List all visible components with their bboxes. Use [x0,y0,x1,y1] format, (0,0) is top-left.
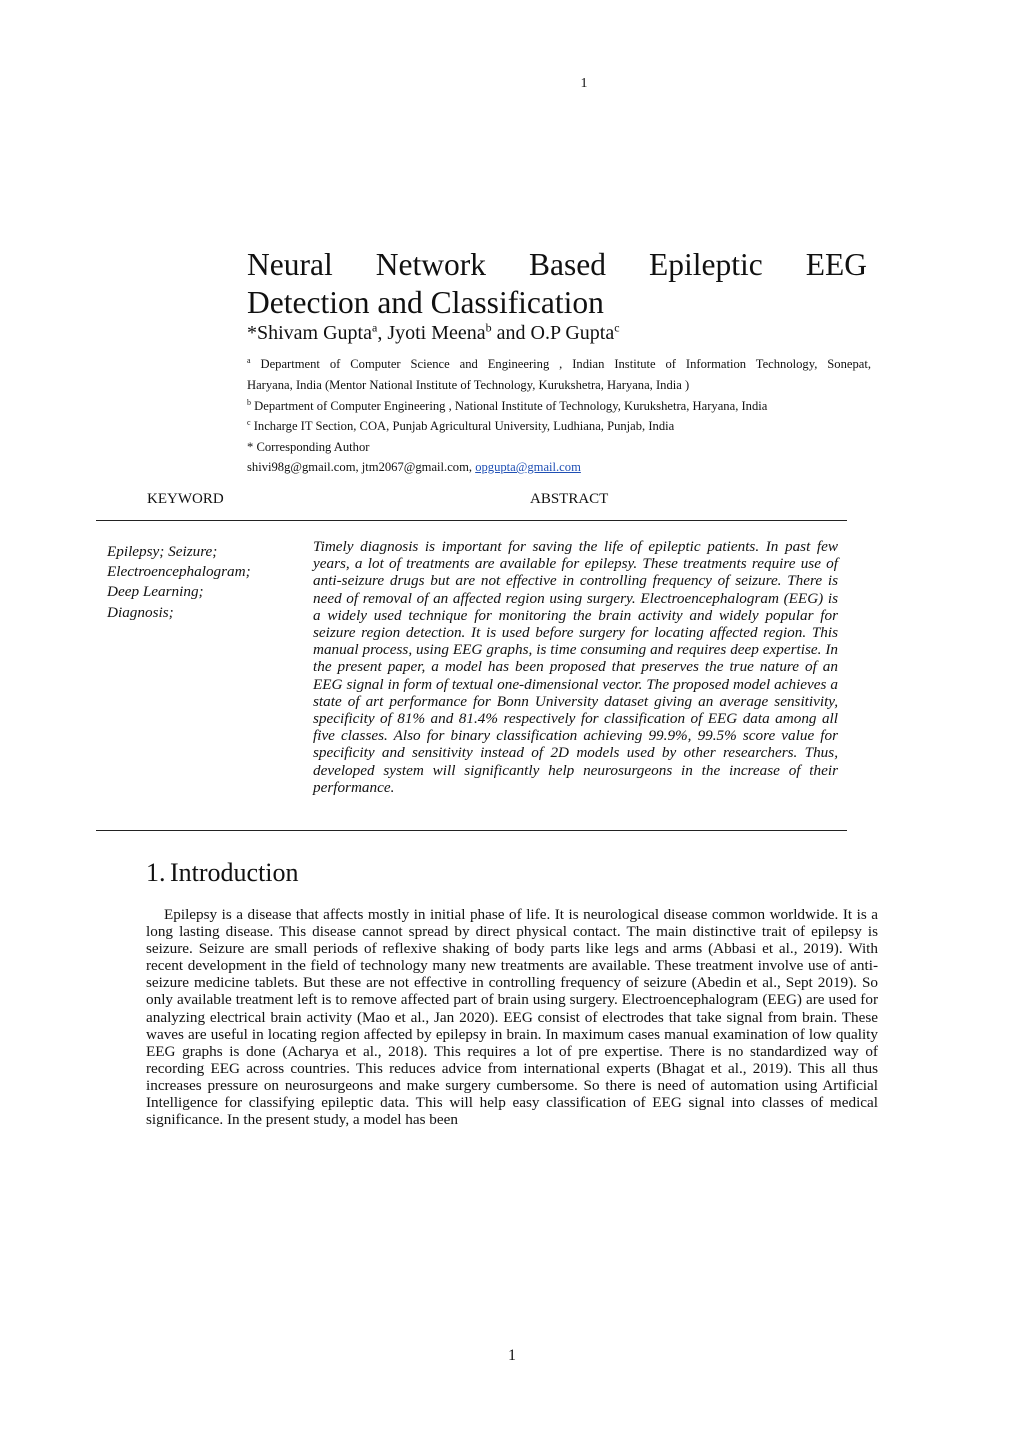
section-heading [146,857,299,889]
affiliation-b-text: Department of Computer Engineering , National Institute of Technology, Kurukshetra, Haryana, India [251,399,768,413]
title-line-1: Neural Network Based Epileptic EEG [247,247,867,282]
keyword-list [107,542,297,623]
author-1-affil-mark: a [372,320,378,335]
affiliation-c-mark: c [247,417,251,427]
author-3-affil-mark: c [614,320,620,335]
introduction-paragraph: Epilepsy is a disease that affects mostly in initial phase of life. It is neurological disease common worldwide. It is a long lasting disease. This disease cannot spread by direct physical contact. The main distinctive trait of epilepsy is seizure. Seizure are small periods of reflexive shaking of body parts like legs and arms (Abbasi et al., 2019). With recent development in the field of technology many new treatments are available. These treatment involve use of anti-seizure medicine tablets. But these are not effective in controlling frequency of seizure (Abedin et al., Sept 2019). So only available treatment left is to remove affected part of brain using surgery. Electroencephalogram (EEG) are used for analyzing electrical brain activity (Mao et al., Jan 2020). EEG consist of electrodes that take signal from brain. These waves are useful in locating region affected by epilepsy in brain. In maximum cases manual examination of low quality EEG graphs is done (Acharya et al., 2018). This requires a lot of pre expertise. There is no standardized way of recording EEG across countries. This reduces advice from international experts (Bhagat et al., 2019). This all thus increases pressure on neurosurgeons and make surgery cumbersome. So there is need of automation using Artificial Intelligence for classifying epileptic data. This will help easy classification of EEG signal into classes of medical significance. In the present study, a model has been [146,906,878,1129]
affiliation-a-line-1: Department of Computer Science and Engineering , Indian Institute of Information Technology, Sonepat, [250,357,871,371]
affiliation-a [247,354,871,396]
abstract-text: Timely diagnosis is important for saving the life of epileptic patients. In past few years, a lot of treatments are available for epilepsy. These treatments require use of anti-seizure drugs but are not effective in controlling frequency of seizure. There is need of removal of an affected region using surgery. Electroencephalogram (EEG) is a widely used technique for monitoring the brain activity and widely popular for seizure region detection. It is used before surgery for locating affected region. This manual process, using EEG graphs, is time consuming and requires deep expertise. In the present paper, a model has been proposed that preserves the true nature of an EEG signal in form of textual one-dimensional vector. The proposed model achieves a state of art performance for Bonn University dataset giving an average sensitivity, specificity of 81% and 81.4% respectively for classification of EEG data among all five classes. Also for binary classification achieving 99.9%, 99.5% score value for specificity and sensitivity instead of 2D models used by other researchers. Thus, developed system will significantly help neurosurgeons in the increase of their performance. [313,538,838,796]
contact-emails [247,457,581,478]
author-list [247,320,887,346]
title-line-2: Detection and Classification [247,285,604,320]
keyword-heading: KEYWORD [147,491,224,507]
affiliation-a-line-2: Haryana, India (Mentor National Institute of Technology, Kurukshetra, Haryana, India ) [247,378,690,392]
paper-title [247,246,867,322]
keyword-item: Epilepsy; Seizure; [107,543,218,560]
top-divider [96,520,847,521]
author-2-affil-mark: b [485,320,492,335]
abstract-heading: ABSTRACT [530,491,609,507]
keyword-item: Deep Learning; [107,583,204,601]
affiliation-b [247,396,871,417]
author-1: *Shivam Gupta [247,322,372,344]
affiliation-c-text: Incharge IT Section, COA, Punjab Agricultural University, Ludhiana, Punjab, India [250,419,675,433]
author-2: , Jyoti Meena [377,322,486,344]
keyword-item: Electroencephalogram; [107,563,251,581]
bottom-divider [96,830,847,831]
page-number-bottom: 1 [508,1347,516,1364]
page-number-top: 1 [580,76,588,91]
author-3: and O.P Gupta [491,322,615,344]
section-title: Introduction [170,858,299,887]
affiliation-c [247,416,871,437]
email-link[interactable]: opgupta@gmail.com [475,460,581,474]
affiliation-b-mark: b [247,397,251,407]
keyword-item: Diagnosis; [107,603,174,621]
email-list: shivi98g@gmail.com, jtm2067@gmail.com, [247,460,476,474]
corresponding-author-note: * Corresponding Author [247,440,370,454]
section-number: 1. [146,858,166,887]
affiliation-a-mark: a [247,355,251,365]
